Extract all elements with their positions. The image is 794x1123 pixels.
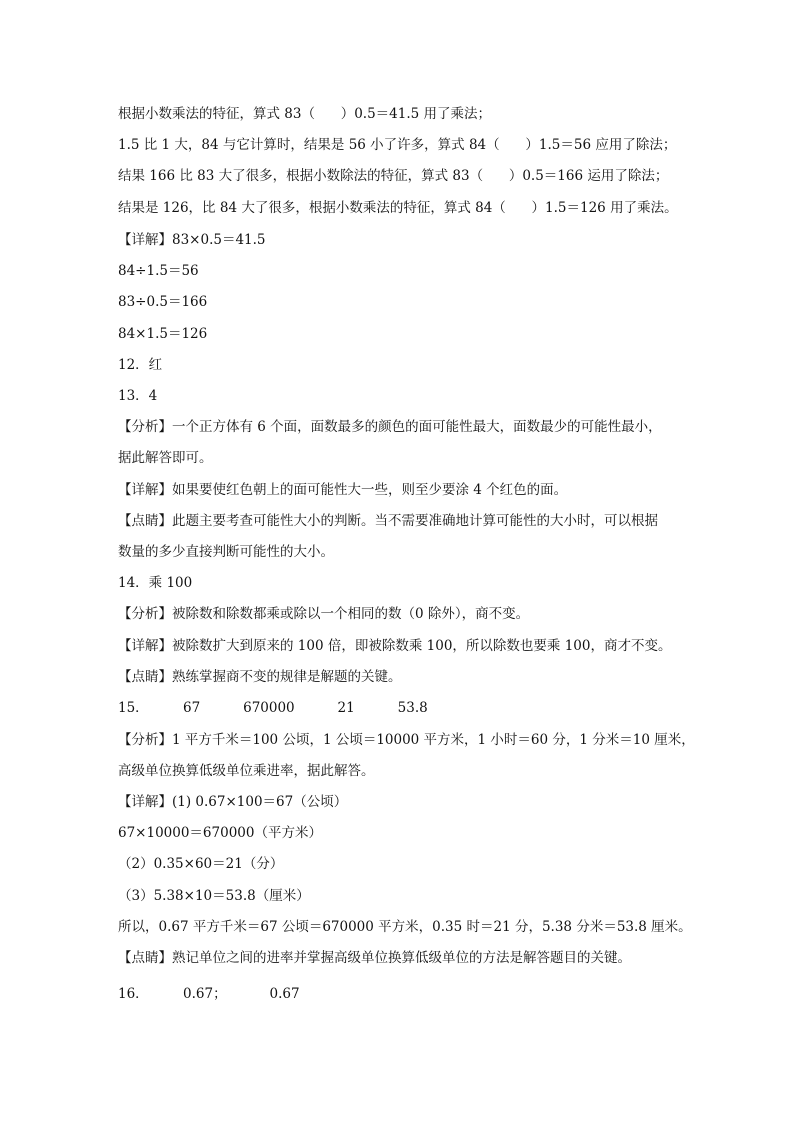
solution-line: 【详解】如果要使红色朝上的面可能性大一些，则至少要涂 4 个红色的面。 bbox=[118, 482, 568, 498]
summary-line: 所以，0.67 平方千米＝67 公顷＝670000 平方米，0.35 时＝21 分，5.38 分米＝53.8 厘米。 bbox=[118, 919, 692, 935]
answer-13: 13．4 bbox=[118, 388, 158, 404]
analysis-line: 【分析】一个正方体有 6 个面，面数最多的颜色的面可能性最大，面数最少的可能性最小， bbox=[118, 419, 662, 435]
comment-line: 【点睛】此题主要考查可能性大小的判断。当不需要准确地计算可能性的大小时，可以根据 bbox=[118, 513, 658, 529]
solution-line: 【详解】被除数扩大到原来的 100 倍，即被除数乘 100，所以除数也要乘 100，商才不变。 bbox=[118, 638, 672, 654]
analysis-line: 【分析】被除数和除数都乘或除以一个相同的数（0 除外），商不变。 bbox=[118, 606, 530, 622]
equation-line: （2）0.35×60＝21（分） bbox=[118, 856, 284, 872]
comment-line: 【点睛】熟记单位之间的进率并掌握高级单位换算低级单位的方法是解答题目的关键。 bbox=[118, 950, 631, 966]
answer-16: 16． 0.67； 0.67 bbox=[118, 986, 300, 1002]
equation-line: 67×10000＝670000（平方米） bbox=[118, 825, 322, 841]
analysis-line-cont: 高级单位换算低级单位乘进率，据此解答。 bbox=[118, 763, 375, 779]
text-line: 结果 166 比 83 大了很多，根据小数除法的特征，算式 83（ ）0.5＝166 运用了除法； bbox=[118, 168, 669, 184]
text-line: 根据小数乘法的特征，算式 83（ ）0.5＝41.5 用了乘法； bbox=[118, 106, 492, 122]
comment-line: 【点睛】熟练掌握商不变的规律是解题的关键。 bbox=[118, 669, 402, 685]
text-line: 结果是 126，比 84 大了很多，根据小数乘法的特征，算式 84（ ）1.5＝126 用了乘法。 bbox=[118, 200, 678, 216]
analysis-line-cont: 据此解答即可。 bbox=[118, 450, 213, 466]
answer-15: 15． 67 670000 21 53.8 bbox=[118, 700, 428, 716]
comment-line-cont: 数量的多少直接判断可能性的大小。 bbox=[118, 544, 334, 560]
answer-14: 14．乘 100 bbox=[118, 575, 193, 591]
solution-line: 【详解】83×0.5＝41.5 bbox=[118, 232, 266, 248]
equation-line: （3）5.38×10＝53.8（厘米） bbox=[118, 888, 310, 904]
analysis-line: 【分析】1 平方千米＝100 公顷，1 公顷＝10000 平方米，1 小时＝60 分，1 分米＝10 厘米， bbox=[118, 732, 695, 748]
equation-line: 83÷0.5＝166 bbox=[118, 294, 208, 310]
equation-line: 84×1.5＝126 bbox=[118, 326, 208, 342]
solution-line: 【详解】(1) 0.67×100＝67（公顷） bbox=[118, 794, 348, 810]
text-line: 1.5 比 1 大，84 与它计算时，结果是 56 小了许多，算式 84（ ）1.5＝56 应用了除法； bbox=[118, 137, 677, 153]
equation-line: 84÷1.5＝56 bbox=[118, 263, 199, 279]
answer-12: 12．红 bbox=[118, 357, 163, 373]
